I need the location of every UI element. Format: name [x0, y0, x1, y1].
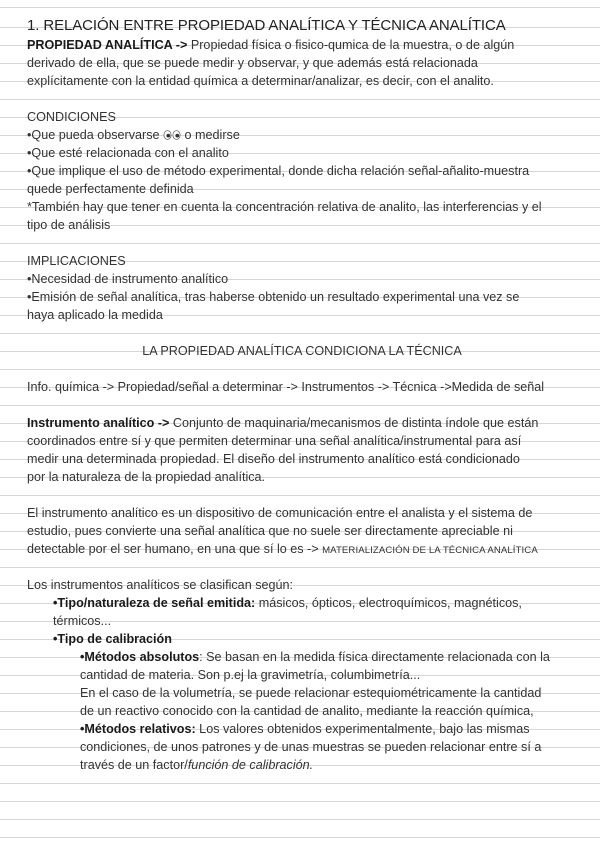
- blank-line: [27, 558, 577, 576]
- centered-statement: LA PROPIEDAD ANALÍTICA CONDICIONA LA TÉCNICA: [142, 344, 462, 358]
- implicacion-item-1: •Necesidad de instrumento analítico: [27, 272, 229, 286]
- instrumento-line4: por la naturaleza de la propiedad analítica.: [27, 470, 266, 484]
- eyes-icon: [163, 127, 181, 137]
- blank-line: [27, 234, 577, 252]
- definition-propiedad-line2: derivado de ella, que se puede medir y observar, y que además está relacionada: [27, 56, 478, 70]
- definition-propiedad-line3: explícitamente con la entidad química a determinar/analizar, es decir, con el analito.: [27, 74, 494, 88]
- metodos-relativos-line2: condiciones, de unos patrones y de unas muestras se pueden relacionar entre sí a: [80, 740, 542, 754]
- term-tipo-senal: •Tipo/naturaleza de señal emitida:: [53, 596, 256, 610]
- dispositivo-line3: [27, 540, 577, 558]
- flow-line: Info. química -> Propiedad/señal a determinar -> Instrumentos -> Técnica ->Medida de señal: [27, 380, 545, 394]
- metodos-absolutos-line3: En el caso de la volumetría, se puede relacionar estequiométricamente la cantidad: [80, 686, 542, 700]
- metodos-relativos-text: través de un factor/: [80, 758, 188, 772]
- notes-page: [27, 16, 577, 774]
- metodos-relativos-text: Los valores obtenidos experimentalmente, bajo las mismas: [195, 722, 530, 736]
- tipo-senal-text: másicos, ópticos, electroquímicos, magnéticos,: [255, 596, 522, 610]
- blank-line: [27, 396, 577, 414]
- tipo-senal-line2: térmicos...: [53, 614, 112, 628]
- implicacion-item-2-line1: •Emisión de señal analítica, tras haberse obtenido un resultado experimental una vez se: [27, 290, 520, 304]
- metodos-absolutos-line1: [27, 648, 577, 666]
- dispositivo-text: detectable por el ser humano, en una que sí lo es ->: [27, 542, 323, 556]
- condicion-text: •Que pueda observarse: [27, 128, 164, 142]
- term-propiedad: PROPIEDAD ANALÍTICA ->: [27, 38, 188, 52]
- blank-line: [27, 360, 577, 378]
- instrumento-line1: [27, 414, 577, 432]
- condicion-item-1: [27, 126, 577, 144]
- metodos-relativos-line3: [27, 756, 577, 774]
- tipo-calibracion: •Tipo de calibración: [53, 632, 172, 646]
- term-metodos-relativos: •Métodos relativos:: [80, 722, 196, 736]
- heading-condiciones: CONDICIONES: [27, 110, 116, 124]
- page-title: 1. RELACIÓN ENTRE PROPIEDAD ANALÍTICA Y TÉCNICA ANALÍTICA: [27, 17, 506, 34]
- clasificacion-intro: Los instrumentos analíticos se clasifican según:: [27, 578, 294, 592]
- metodos-absolutos-line2: cantidad de materia. Son p.ej la gravimetría, columbimetría...: [80, 668, 421, 682]
- metodos-relativos-line1: [27, 720, 577, 738]
- funcion-calibracion: función de calibración.: [187, 758, 314, 772]
- note-line1: *También hay que tener en cuenta la concentración relativa de analito, las interferencias y el: [27, 200, 542, 214]
- condicion-item-3-line2: quede perfectamente definida: [27, 182, 194, 196]
- instrumento-line2: coordinados entre sí y que permiten determinar una señal analítica/instrumental para así: [27, 434, 522, 448]
- definition-propiedad-line1: [27, 36, 577, 54]
- dispositivo-line2: estudio, pues convierte una señal analítica que no suele ser directamente apreciable ni: [27, 524, 513, 538]
- condicion-item-2: •Que esté relacionada con el analito: [27, 146, 229, 160]
- heading-implicaciones: IMPLICACIONES: [27, 254, 126, 268]
- condicion-item-3-line1: •Que implique el uso de método experimental, donde dicha relación señal-añalito-muestra: [27, 164, 530, 178]
- metodos-absolutos-line4: de un reactivo conocido con la cantidad de analito, mediante la reacción química,: [80, 704, 534, 718]
- tipo-senal-line1: [27, 594, 577, 612]
- dispositivo-line1: El instrumento analítico es un dispositivo de comunicación entre el analista y el sistema de: [27, 506, 533, 520]
- blank-line: [27, 324, 577, 342]
- implicacion-item-2-line2: haya aplicado la medida: [27, 308, 163, 322]
- blank-line: [27, 90, 577, 108]
- condicion-text: o medirse: [181, 128, 240, 142]
- term-metodos-absolutos: •Métodos absolutos: [80, 650, 200, 664]
- metodos-absolutos-text: : Se basan en la medida física directamente relacionada con la: [199, 650, 550, 664]
- materializacion-label: MATERIALIZACIÓN DE LA TÉCNICA ANALÍTICA: [322, 545, 538, 556]
- term-instrumento: Instrumento analítico ->: [27, 416, 170, 430]
- blank-line: [27, 486, 577, 504]
- definition-text: Conjunto de maquinaria/mecanismos de distinta índole que están: [169, 416, 539, 430]
- note-line2: tipo de análisis: [27, 218, 111, 232]
- definition-text: Propiedad física o fisico-qumica de la muestra, o de algún: [187, 38, 515, 52]
- instrumento-line3: medir una determinada propiedad. El diseño del instrumento analítico está condicionado: [27, 452, 520, 466]
